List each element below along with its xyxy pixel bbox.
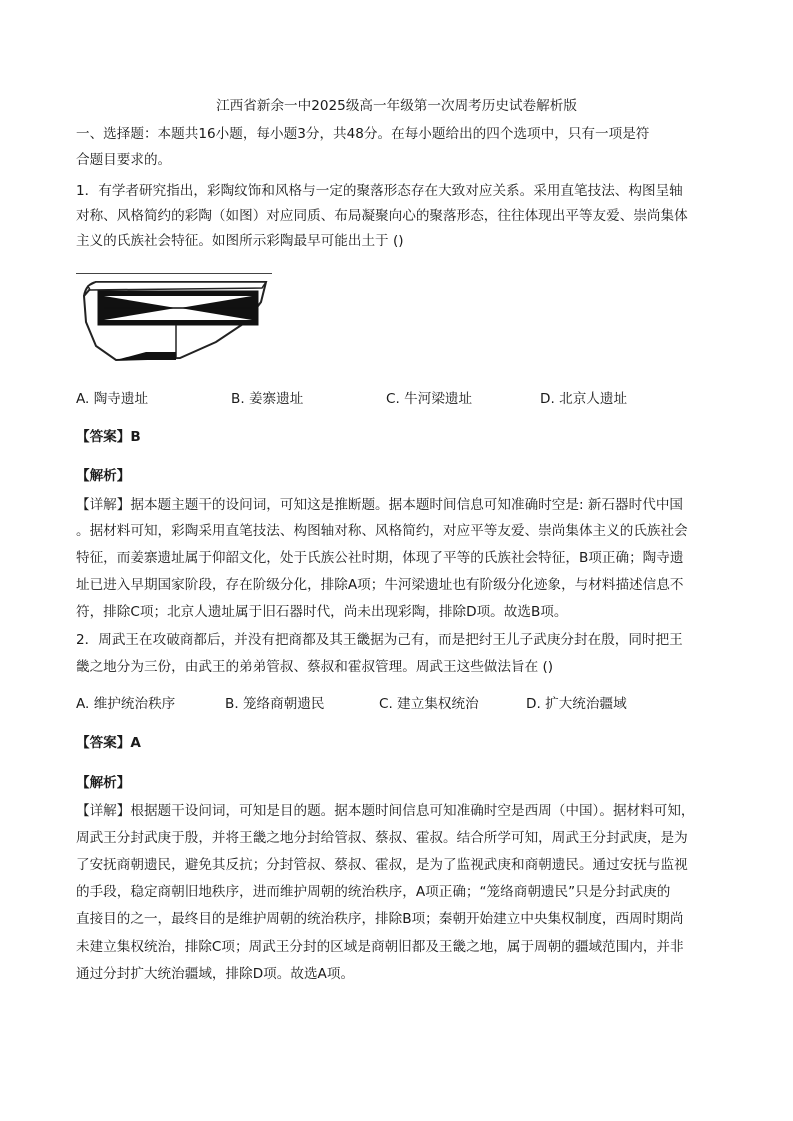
q1-answer-value: B <box>130 429 141 445</box>
q1-stem-line-1: 1．有学者研究指出，彩陶纹饰和风格与一定的聚落形态存在大致对应关系。采用直笔技法、构图呈轴 <box>76 183 683 199</box>
q2-option-d: D. 扩大统治疆域 <box>526 696 627 712</box>
q1-detail-line-1: 【详解】据本题主题干的设问词，可知这是推断题。据本题时间信息可知准确时空是: 新石器时代中国 <box>76 497 684 513</box>
q2-answer-row <box>76 733 141 753</box>
q2-detail-line-7: 通过分封扩大统治疆域，排除D项。故选A项。 <box>76 966 355 982</box>
q2-detail-line-6: 未建立集权统治，排除C项；周武王分封的区域是商朝旧都及王畿之地，属于周朝的疆域范围内，并非 <box>76 939 684 955</box>
q1-analysis-label: 【解析】 <box>76 468 131 484</box>
q1-stem-line-3: 主义的氏族社会特征。如图所示彩陶最早可能出土于 () <box>76 233 404 249</box>
q1-detail-line-3: 特征，而姜寨遗址属于仰韶文化，处于氏族公社时期，体现了平等的氏族社会特征，B项正确；陶寺遗 <box>76 550 684 566</box>
q1-answer-label: 【答案】 <box>76 429 131 445</box>
q1-stem-line-2: 对称、风格简约的彩陶（如图）对应同质、布局凝聚向心的聚落形态，往往体现出平等友爱、崇尚集体 <box>76 208 688 224</box>
q1-option-b: B. 姜寨遗址 <box>231 391 304 407</box>
q2-detail-line-1: 【详解】根据题干设问词，可知是目的题。据本题时间信息可知准确时空是西周（中国）。据材料可知， <box>76 803 695 819</box>
q2-detail-line-5: 直接目的之一，最终目的是维护周朝的统治秩序，排除B项；秦朝开始建立中央集权制度，西周时期尚 <box>76 911 684 927</box>
q1-answer-row <box>76 427 141 447</box>
q1-option-a: A. 陶寺遗址 <box>76 391 149 407</box>
q2-answer-value: A <box>130 735 141 751</box>
q2-option-c: C. 建立集权统治 <box>379 696 479 712</box>
q2-detail-line-2: 周武王分封武庚于殷，并将王畿之地分封给管叔、蔡叔、霍叔。结合所学可知，周武王分封武庚，是为 <box>76 830 688 846</box>
section-instruction-line-1: 一、选择题：本题共16小题，每小题3分，共48分。在每小题给出的四个选项中，只有一项是符 <box>76 126 650 142</box>
q2-answer-label: 【答案】 <box>76 735 131 751</box>
q2-option-b: B. 笼络商朝遗民 <box>225 696 325 712</box>
section-instruction-line-2: 合题目要求的。 <box>76 152 172 168</box>
q2-analysis-label: 【解析】 <box>76 775 131 791</box>
q1-detail-line-4: 址已进入早期国家阶段，存在阶级分化，排除A项；牛河梁遗址也有阶级分化迹象，与材料描述信息不 <box>76 577 684 593</box>
q2-detail-line-4: 的手段，稳定商朝旧地秩序，进而维护周朝的统治秩序，A项正确；“笼络商朝遗民”只是分封武庚的 <box>76 884 671 900</box>
painted-pottery-figure <box>76 272 272 364</box>
document-title: 江西省新余一中2025级高一年级第一次周考历史试卷解析版 <box>216 98 577 114</box>
q2-stem-line-1: 2．周武王在攻破商都后，并没有把商都及其王畿据为己有，而是把纣王儿子武庚分封在殷，同时把王 <box>76 632 683 648</box>
q2-detail-line-3: 了安抚商朝遗民，避免其反抗；分封管叔、蔡叔、霍叔，是为了监视武庚和商朝遗民。通过安抚与监视 <box>76 857 688 873</box>
q1-option-c: C. 牛河梁遗址 <box>386 391 473 407</box>
q1-option-d: D. 北京人遗址 <box>540 391 628 407</box>
q1-detail-line-5: 符，排除C项；北京人遗址属于旧石器时代，尚未出现彩陶，排除D项。故选B项。 <box>76 604 568 620</box>
q2-option-a: A. 维护统治秩序 <box>76 696 176 712</box>
q2-stem-line-2: 畿之地分为三份，由武王的弟弟管叔、蔡叔和霍叔管理。周武王这些做法旨在 () <box>76 659 554 675</box>
q1-detail-line-2: 。据材料可知，彩陶采用直笔技法、构图轴对称、风格简约，对应平等友爱、崇尚集体主义的氏族社会 <box>76 523 688 539</box>
